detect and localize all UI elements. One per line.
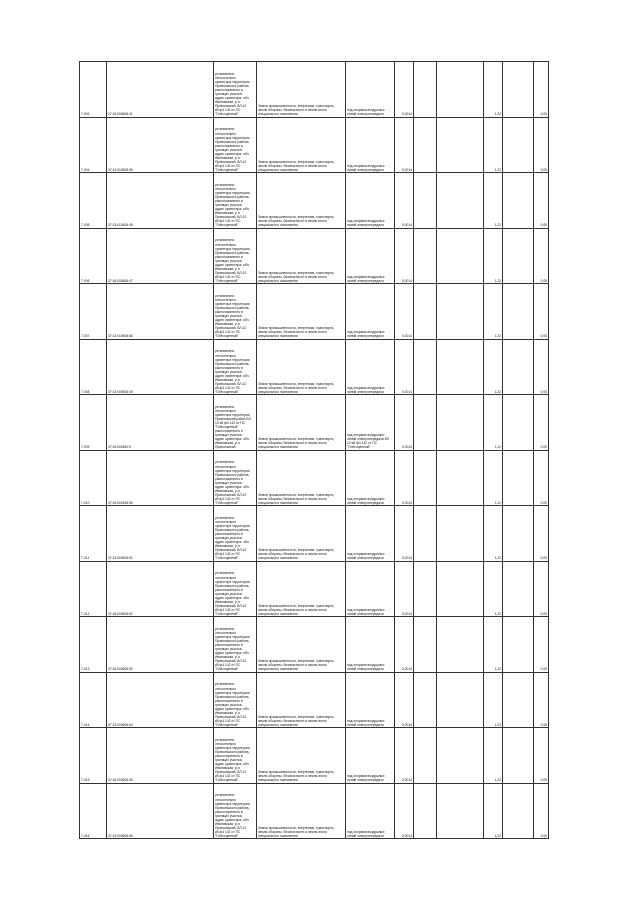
- area-cell: 0,0014: [395, 783, 414, 839]
- land-category-cell: Земли промышленности, энергетики, транспорта, земли обороны, безопасности и земли иного специального назначения: [257, 506, 346, 562]
- row-number-cell: 7-010: [80, 450, 107, 506]
- land-category-cell: Земли промышленности, энергетики, транспорта, земли обороны, безопасности и земли иного специального назначения: [257, 450, 346, 506]
- empty-cell: [414, 783, 437, 839]
- area-cell: 0,0014: [395, 173, 414, 229]
- row-number-cell: 7-006: [80, 228, 107, 284]
- permitted-use-cell: под опорами воздушных линий электропередачи ВЛ 10 кВ ф4 142 от ПС "Плёсоценный": [346, 395, 395, 451]
- empty-cell: [414, 62, 437, 118]
- location-cell: установлено относительно ориентира территория Приволжский район ВЛ 10 кВ ф4 142 от ПС "Плёсоценный" расположенного в границах участка. адрес ориентира: обл. Ивановская, р-н Приволжский: [214, 395, 257, 451]
- permitted-use-cell: под опорами воздушных линий электропередачи: [346, 783, 395, 839]
- land-category-cell: Земли промышленности, энергетики, транспорта, земли обороны, безопасности и земли иного специального назначения: [257, 117, 346, 173]
- empty-cell: [414, 395, 437, 451]
- value-cell: 0,05: [534, 617, 549, 673]
- permitted-use-cell: под опорами воздушных линий электропередачи: [346, 284, 395, 340]
- permitted-use-cell: под опорами воздушных линий электропередачи: [346, 728, 395, 784]
- cadastral-number-cell: 37:16:000640:5: [107, 395, 214, 451]
- coefficient-cell: 1,22: [484, 617, 503, 673]
- value-cell: 0,05: [534, 62, 549, 118]
- cadastral-number-cell: 37:13:000606:54: [107, 672, 214, 728]
- cadastral-number-cell: 37:16:000606:55: [107, 728, 214, 784]
- coefficient-cell: 1,22: [484, 561, 503, 617]
- cadastral-number-cell: 37:16:000606:53: [107, 617, 214, 673]
- empty-cell: [414, 450, 437, 506]
- empty-cell: [437, 783, 484, 839]
- location-cell: установлено относительно ориентира территория Приволжского района, расположенного в границах участка. адрес ориентира: обл. Ивановская, р-н Приволжский, ВЛ-10 кВ ф4 142 от ПС "Плёсоценный": [214, 284, 257, 340]
- row-number-cell: 7-013: [80, 617, 107, 673]
- empty-cell: [437, 117, 484, 173]
- location-cell: установлено относительно ориентира территория Приволжского района, расположенного в границах участка. адрес ориентира: обл. Ивановская, р-н Приволжский, ВЛ-10 кВ ф4 142 от ПС "Плёсоценный": [214, 672, 257, 728]
- permitted-use-cell: под опорами воздушных линий электропередачи: [346, 450, 395, 506]
- empty-cell: [503, 561, 534, 617]
- empty-cell: [437, 62, 484, 118]
- permitted-use-cell: под опорами воздушных линий электропередачи: [346, 339, 395, 395]
- empty-cell: [503, 62, 534, 118]
- table-row: [80, 728, 549, 784]
- value-cell: 0,05: [534, 173, 549, 229]
- area-cell: 0,0014: [395, 62, 414, 118]
- row-number-cell: 7-009: [80, 395, 107, 451]
- land-category-cell: Земли промышленности, энергетики, транспорта, земли обороны, безопасности и земли иного специального назначения: [257, 395, 346, 451]
- location-cell: установлено относительно ориентира территория Приволжского района, расположенного в границах участка. адрес ориентира: обл. Ивановская, р-н Приволжский, ВЛ-10 кВ ф4 142 от ПС "Плёсоценный": [214, 506, 257, 562]
- empty-cell: [503, 173, 534, 229]
- empty-cell: [503, 506, 534, 562]
- table-row: [80, 506, 549, 562]
- empty-cell: [414, 728, 437, 784]
- empty-cell: [437, 728, 484, 784]
- permitted-use-cell: под опорами воздушных линий электропередачи: [346, 617, 395, 673]
- row-number-cell: 7-005: [80, 173, 107, 229]
- location-cell: установлено относительно ориентира территория Приволжского района, расположенного в границах участка. адрес ориентира: обл. Ивановская, р-н Приволжский, ВЛ-10 кВ ф4 142 от ПС "Плёсоценный": [214, 728, 257, 784]
- row-number-cell: 7-011: [80, 506, 107, 562]
- empty-cell: [437, 395, 484, 451]
- location-cell: установлено относительно ориентира территория Приволжского района, расположенного в границах участка. адрес ориентира: обл. Ивановская, р-н Приволжский, ВЛ-10 кВ ф4 142 от ПС "Плёсоценный": [214, 561, 257, 617]
- value-cell: 0,05: [534, 284, 549, 340]
- location-cell: установлено относительно ориентира территория Приволжского района, расположенного в границах участка. адрес ориентира: обл. Ивановская, р-н Приволжский, ВЛ-10 кВ ф4 142 от ПС "Плёсоценный": [214, 62, 257, 118]
- coefficient-cell: 1,22: [484, 62, 503, 118]
- land-category-cell: Земли промышленности, энергетики, транспорта, земли обороны, безопасности и земли иного специального назначения: [257, 339, 346, 395]
- row-number-cell: 7-015: [80, 728, 107, 784]
- cadastral-number-cell: 37:16:000606:52: [107, 561, 214, 617]
- row-number-cell: 7-014: [80, 672, 107, 728]
- area-cell: 0,0014: [395, 506, 414, 562]
- value-cell: 0,05: [534, 339, 549, 395]
- cadastral-number-cell: 37:13:010606:45: [107, 173, 214, 229]
- coefficient-cell: 1,22: [484, 284, 503, 340]
- value-cell: 0,05: [534, 117, 549, 173]
- table-row: [80, 228, 549, 284]
- location-cell: установлено относительно ориентира территория Приволжского района, расположенного в границах участка. адрес ориентира: обл. Ивановская, р-н Приволжский, ВЛ-10 кВ ф4 142 от ПС "Плёсоценный": [214, 339, 257, 395]
- row-number-cell: 7-016: [80, 783, 107, 839]
- permitted-use-cell: под опорами воздушных линий электропередачи: [346, 62, 395, 118]
- value-cell: 0,05: [534, 395, 549, 451]
- cadastral-number-cell: 37:13:000606:56: [107, 783, 214, 839]
- empty-cell: [503, 395, 534, 451]
- cadastral-number-cell: 37:13:000606:51: [107, 506, 214, 562]
- cadastral-number-cell: 37:16:000606:47: [107, 228, 214, 284]
- area-cell: 0,0014: [395, 284, 414, 340]
- land-category-cell: Земли промышленности, энергетики, транспорта, земли обороны, безопасности и земли иного специального назначения: [257, 62, 346, 118]
- area-cell: 0,0014: [395, 228, 414, 284]
- area-cell: 0,0014: [395, 117, 414, 173]
- coefficient-cell: 1,22: [484, 672, 503, 728]
- table-row: [80, 339, 549, 395]
- empty-cell: [437, 506, 484, 562]
- empty-cell: [503, 783, 534, 839]
- land-category-cell: Земли промышленности, энергетики, транспорта, земли обороны, безопасности и земли иного специального назначения: [257, 284, 346, 340]
- land-category-cell: Земли промышленности, энергетики, транспорта, земли обороны, безопасности и земли иного специального назначения: [257, 728, 346, 784]
- coefficient-cell: 1,22: [484, 728, 503, 784]
- value-cell: 0,05: [534, 228, 549, 284]
- table-row: [80, 62, 549, 118]
- location-cell: установлено относительно ориентира территория Приволжского района, расположенного в границах участка. адрес ориентира: обл. Ивановская, р-н Приволжский, ВЛ-10 кВ ф4 142 от ПС "Плёсоценный": [214, 228, 257, 284]
- row-number-cell: 7-008: [80, 339, 107, 395]
- permitted-use-cell: под опорами воздушных линий электропередачи: [346, 228, 395, 284]
- area-cell: 0,0014: [395, 617, 414, 673]
- table-row: [80, 783, 549, 839]
- empty-cell: [503, 284, 534, 340]
- area-cell: 0,0014: [395, 561, 414, 617]
- location-cell: установлено относительно ориентира территория Приволжского района, расположенного в границах участка. адрес ориентира: обл. Ивановская, р-н Приволжский, ВЛ-10 кВ ф4 142 от ПС "Плёсоценный": [214, 173, 257, 229]
- empty-cell: [414, 561, 437, 617]
- empty-cell: [414, 506, 437, 562]
- empty-cell: [503, 228, 534, 284]
- empty-cell: [414, 617, 437, 673]
- permitted-use-cell: под опорами воздушных линий электропередачи: [346, 561, 395, 617]
- empty-cell: [437, 173, 484, 229]
- cadastral-number-cell: 37:13:010606:68: [107, 284, 214, 340]
- land-category-cell: Земли промышленности, энергетики, транспорта, земли обороны, безопасности и земли иного специального назначения: [257, 561, 346, 617]
- empty-cell: [414, 672, 437, 728]
- permitted-use-cell: под опорами воздушных линий электропередачи: [346, 506, 395, 562]
- row-number-cell: 7-012: [80, 561, 107, 617]
- row-number-cell: 7-007: [80, 284, 107, 340]
- table-row: [80, 617, 549, 673]
- land-category-cell: Земли промышленности, энергетики, транспорта, земли обороны, безопасности и земли иного специального назначения: [257, 173, 346, 229]
- empty-cell: [414, 284, 437, 340]
- empty-cell: [503, 117, 534, 173]
- land-plots-table: [79, 61, 549, 839]
- empty-cell: [503, 339, 534, 395]
- table-row: [80, 117, 549, 173]
- value-cell: 0,05: [534, 783, 549, 839]
- empty-cell: [503, 728, 534, 784]
- cadastral-number-cell: 37:13:010608:55: [107, 117, 214, 173]
- value-cell: 0,05: [534, 728, 549, 784]
- land-category-cell: Земли промышленности, энергетики, транспорта, земли обороны, безопасности и земли иного специального назначения: [257, 672, 346, 728]
- table-row: [80, 173, 549, 229]
- area-cell: 0,0014: [395, 728, 414, 784]
- empty-cell: [437, 450, 484, 506]
- cadastral-number-cell: 27:16:000606:41: [107, 62, 214, 118]
- empty-cell: [503, 450, 534, 506]
- coefficient-cell: 1,22: [484, 117, 503, 173]
- empty-cell: [437, 672, 484, 728]
- table-row: [80, 450, 549, 506]
- row-number-cell: 7-003: [80, 62, 107, 118]
- permitted-use-cell: под опорами воздушных линий электропередачи: [346, 173, 395, 229]
- table-row: [80, 395, 549, 451]
- location-cell: установлено относительно ориентира территория Приволжского района, расположенного в границах участка. адрес ориентира: обл. Ивановская, р-н Приволжский, ВЛ-10 кВ ф4 142 от ПС "Плёсоценный": [214, 450, 257, 506]
- value-cell: 0,05: [534, 561, 549, 617]
- empty-cell: [437, 561, 484, 617]
- table-body: [80, 62, 549, 839]
- empty-cell: [437, 617, 484, 673]
- area-cell: 0,0014: [395, 395, 414, 451]
- coefficient-cell: 1,22: [484, 506, 503, 562]
- location-cell: установлено относительно ориентира территория Приволжского района, расположенного в границах участка. адрес ориентира: обл. Ивановская, р-н Приволжский, ВЛ-10 кВ ф4 142 от ПС "Плёсоценный": [214, 117, 257, 173]
- land-category-cell: Земли промышленности, энергетики, транспорта, земли обороны, безопасности и земли иного специального назначения: [257, 617, 346, 673]
- empty-cell: [503, 617, 534, 673]
- coefficient-cell: 1,22: [484, 339, 503, 395]
- row-number-cell: 7-004: [80, 117, 107, 173]
- coefficient-cell: 1,22: [484, 395, 503, 451]
- permitted-use-cell: под опорами воздушных линий электропередачи: [346, 117, 395, 173]
- cadastral-number-cell: 37:13:000606:49: [107, 339, 214, 395]
- area-cell: 0,0014: [395, 672, 414, 728]
- location-cell: установлено относительно ориентира территория Приволжского района, расположенного в границах участка. адрес ориентира: обл. Ивановская, р-н Приволжский, ВЛ-10 кВ ф4 142 от ПС "Плёсоценный": [214, 783, 257, 839]
- empty-cell: [503, 672, 534, 728]
- table-row: [80, 672, 549, 728]
- table-row: [80, 284, 549, 340]
- coefficient-cell: 1,22: [484, 450, 503, 506]
- coefficient-cell: 1,22: [484, 228, 503, 284]
- permitted-use-cell: под опорами воздушных линий электропередачи: [346, 672, 395, 728]
- table-row: [80, 561, 549, 617]
- empty-cell: [437, 228, 484, 284]
- empty-cell: [414, 173, 437, 229]
- empty-cell: [414, 117, 437, 173]
- location-cell: установлено относительно ориентира территория Приволжского района, расположенного в границах участка. адрес ориентира: обл. Ивановская, р-н Приволжский, ВЛ-10 кВ ф4 142 от ПС "Плёсоценный": [214, 617, 257, 673]
- value-cell: 0,05: [534, 506, 549, 562]
- empty-cell: [414, 228, 437, 284]
- land-category-cell: Земли промышленности, энергетики, транспорта, земли обороны, безопасности и земли иного специального назначения: [257, 228, 346, 284]
- area-cell: 0,0014: [395, 339, 414, 395]
- empty-cell: [437, 339, 484, 395]
- value-cell: 0,05: [534, 672, 549, 728]
- cadastral-number-cell: 37:16:000448:56: [107, 450, 214, 506]
- coefficient-cell: 1,22: [484, 173, 503, 229]
- empty-cell: [437, 284, 484, 340]
- area-cell: 0,0014: [395, 450, 414, 506]
- value-cell: 0,05: [534, 450, 549, 506]
- empty-cell: [414, 339, 437, 395]
- land-category-cell: Земли промышленности, энергетики, транспорта, земли обороны, безопасности и земли иного специального назначения: [257, 783, 346, 839]
- coefficient-cell: 1,22: [484, 783, 503, 839]
